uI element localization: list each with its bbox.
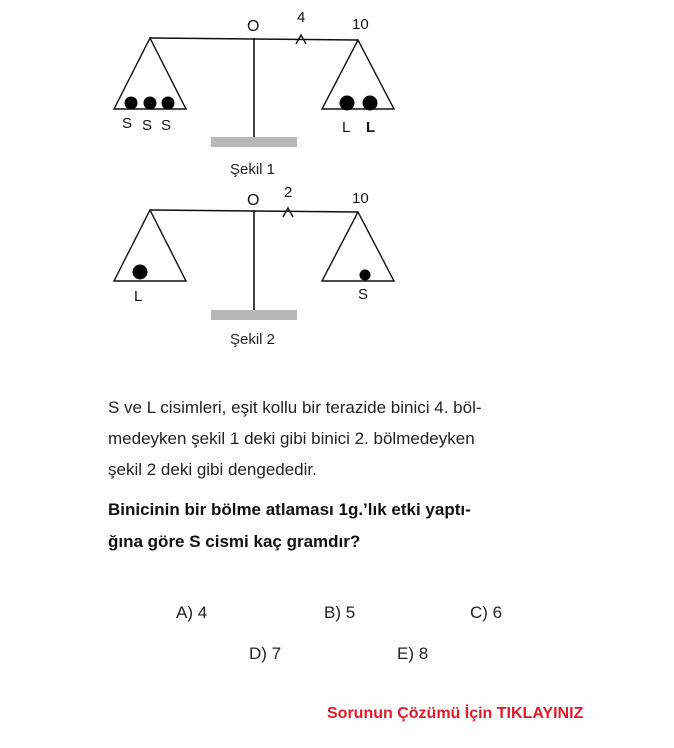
question-line: S ve L cisimleri, eşit kollu bir terazide binici 4. böl- xyxy=(108,398,482,417)
left-pan-label: S xyxy=(122,115,133,132)
right-pan-label: S xyxy=(358,286,369,303)
weight-s xyxy=(162,97,175,110)
option-d[interactable]: D) 7 xyxy=(249,644,282,663)
question-prompt-line: ğına göre S cismi kaç gramdır? xyxy=(108,532,361,551)
figure-2 xyxy=(0,180,674,330)
weight-l xyxy=(133,265,148,280)
figure-1 xyxy=(0,0,674,180)
scale-base xyxy=(211,137,297,147)
end-label: 10 xyxy=(352,190,369,207)
question-prompt-line: Binicinin bir bölme atlaması 1g.’lık etki yaptı- xyxy=(108,500,471,519)
left-pan-label: S xyxy=(142,117,153,134)
option-e[interactable]: E) 8 xyxy=(397,644,429,663)
weight-s xyxy=(360,270,371,281)
question-line: medeyken şekil 1 deki gibi binici 2. bölmedeyken xyxy=(108,429,475,448)
left-pan-label: L xyxy=(134,288,143,305)
weight-s xyxy=(144,97,157,110)
weight-s xyxy=(125,97,138,110)
option-a[interactable]: A) 4 xyxy=(176,603,208,622)
question-prompt xyxy=(108,494,608,558)
weight-l xyxy=(363,96,378,111)
right-pan xyxy=(322,40,394,109)
solution-link[interactable]: Sorunun Çözümü İçin TIKLAYINIZ xyxy=(327,705,584,722)
right-pan-label: L xyxy=(366,119,376,136)
question-line: şekil 2 deki gibi dengededir. xyxy=(108,460,317,479)
end-label: 10 xyxy=(352,16,369,33)
option-c[interactable]: C) 6 xyxy=(470,603,503,622)
weight-l xyxy=(340,96,355,111)
figure-2-caption: Şekil 2 xyxy=(230,331,276,348)
rider-label: 4 xyxy=(297,9,306,26)
scale-base xyxy=(211,310,297,320)
right-pan-label: L xyxy=(342,119,351,136)
figure-1-caption: Şekil 1 xyxy=(230,161,276,178)
left-pan xyxy=(114,210,186,281)
pivot-label: O xyxy=(247,192,260,209)
pivot-label: O xyxy=(247,18,260,35)
option-b[interactable]: B) 5 xyxy=(324,603,356,622)
right-pan xyxy=(322,212,394,281)
rider-label: 2 xyxy=(284,184,293,201)
rider-marker xyxy=(283,208,293,217)
question-text xyxy=(108,392,608,485)
left-pan-label: S xyxy=(161,117,172,134)
